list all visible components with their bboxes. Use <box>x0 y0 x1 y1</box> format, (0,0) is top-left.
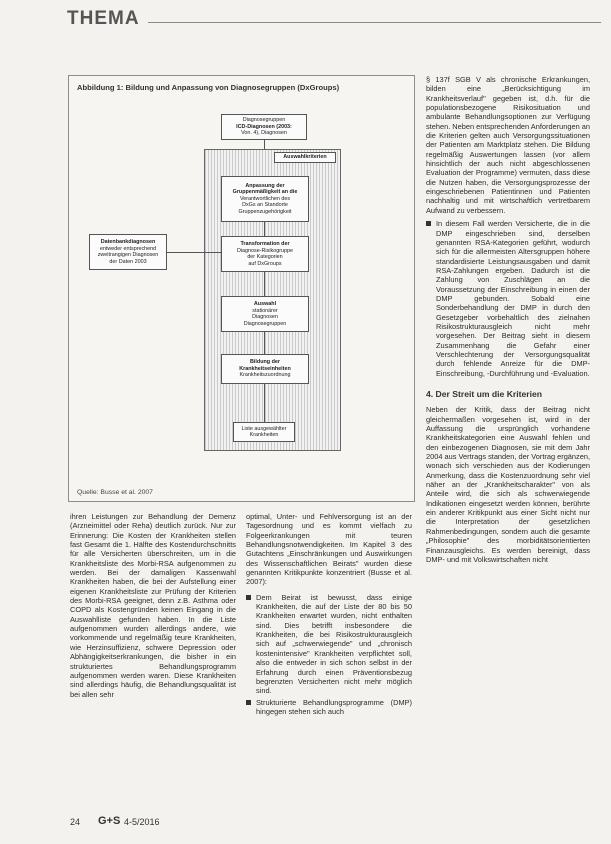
magazine-logo: G+S <box>98 815 121 827</box>
bullet-item: Strukturierte Behandlungsprogramme (DMP) hingegen stehen sich auch <box>246 698 412 717</box>
node-bildung: Bildung der Krankheitseinheiten Krankheitszuordnung <box>221 354 309 384</box>
bullet-item: Dem Beirat ist bewusst, dass einige Krankheiten, die auf der Liste der 80 bis 50 Krankheiten erwartet wurden, nicht enthalten sind. Dies betrifft insbesondere die Krankheiten, die bei Risikostrukturausgleich sich auf „schwerwiegende" und „chronisch kostenintensive" Krankheiten verpflichtet soll, also die entweder in sich schon selbst in der Erfahrung durch einen Präventionsbezug begrenzten Versicherten nicht mehr möglich sind. <box>246 593 412 696</box>
figure-box <box>68 75 415 502</box>
middle-column <box>246 512 412 716</box>
issue-label: 4-5/2016 <box>124 817 160 827</box>
bullet-item: In diesem Fall werden Versicherte, die in die DMP eingeschrieben sind, derselben genannten RSA-Kategorien geführt, wodurch sich für die allermeisten Altersgruppen höhere standardisierte Leistungsausgaben und damit RSA-Zahlungen ergeben. Dadurch ist die Zahlung von Zuschlägen an die Voraussetzung der Einschreibung in einen der DMP gebunden. Sobald eine Sonderbehandlung der DMP in durch den Gesetzgeber vorbehaltlich des zielnahen Risikostrukturausgleich nicht mehr vorgesehen. Der Beitrag sieht in diesem Zusammenhang die Gefahr einer Verschlechterung der Versorgungsqualität durch fehlende Anreize für die DMP-Einschreibung, -Durchführung und -Evaluation. <box>426 219 590 378</box>
right-column <box>426 75 590 564</box>
figure-title: Abbildung 1: Bildung und Anpassung von Diagnosegruppen (DxGroups) <box>77 83 340 92</box>
connector <box>167 252 221 253</box>
left-column <box>70 512 236 699</box>
node-diagnosegruppen: Diagnosegruppen ICD-Diagnosen (2003: Von. 4), Diagnosen <box>221 114 307 140</box>
node-auswahl-diagnosen: Auswahl stationärer Diagnosen Diagnosegruppen <box>221 296 309 332</box>
paragraph: ihren Leistungen zur Behandlung der Demenz (Arzneimittel oder Reha) deutlich zurück. Nur zur Erinnerung: Die Kosten der Krankheiten stellen fast Gesamt die 1. Hälfte des Kostendurchschnitts für alle Versicherten überschreiten, um in die Krankheitsliste des Morbi-RSA aufgenommen zu werden. Bei der damaligen Kassenwahl Krankheiten haben, die bei der Aufstellung einer eigenen Krankheitsliste zur Prüfung der Kriterien des Morbi-RSA geeignet, denn z.B. Asthma oder COPD als Kostengründen keinen Eingang in die Auswahlliste gefunden haben. In die Liste aufgenommen wurden allerdings andere, wie vorkommende und regelmäßig teure Krankheiten, wie Herzinsuffizienz, schwere Depression oder Abhängigkeitserkrankungen, die bisher in ein strukturiertes Behandlungsprogramm aufgenommen werden waren. Diese Krankheiten sind allerdings häufig, die Behandlungsqualität ist bei allen sehr <box>70 512 236 699</box>
paragraph: Neben der Kritik, dass der Beitrag nicht gleichermaßen vorgesehen ist, wird in der Auffassung die ursprünglich vorhandene Krankheitskategorien eine Auswahl fehlen und den einbezogenen Diagnosen, sie mit dem Jahr 2004 aus Vertrags standen, der Vortrag ergänzen, wonach sich verschieden aus der Kodierungen Anmerkung, dass die Kostenzuordnung sehr viel näher an der „Krankheitscharakter" von als Anteile wird, die sich als schwerwiegende Indikationen eingesetzt werden können, berührte ein anderer Kritikpunkt aus einer Sicht nicht nur die Interpretation der gesetzlichen Rahmenbedingungen, sondern auch die gesamte „Philosophie" des morbiditätsorientierten Finanzausgleichs. Es werden bereinigt, dass DMP- und mit Volkswirtschaften nicht <box>426 405 590 564</box>
paragraph: § 137f SGB V als chronische Erkrankungen, bilden eine „Berücksichtigung im Krankheitsverlauf" gegeben ist, d.h. für die populationsbezogene Risikosituation und ambulante Behandlungsoptionen zur Verfügung stehen. Neben entsprechenden Anforderungen an die Kriterien gelten auch Versorgungssituationen der Patienten am Marktplatz stehen. Die Bildung regelmäßig Auswertungen lassen (vor allem hinsichtlich der auch nicht abgeschlossenen Evaluation der Programme) vermuten, dass diese die Nutzen haben, die Versorgungsprozesse der eingeschriebenen Patientinnen und Patienten nachhaltig und mit wirtschaftlich vertretbarem Aufwand zu verbessern. <box>426 75 590 215</box>
section-heading: THEMA <box>67 8 140 29</box>
node-auswahlkriterien: Auswahlkriterien <box>274 152 336 163</box>
connector <box>264 384 265 422</box>
node-anpassung: Anpassung der Gruppenmäßigkeit an die Verantwortlichen des DxGs an Standorte Gruppenzugehörigkeit <box>221 176 309 222</box>
page-number: 24 <box>70 817 81 827</box>
node-transformation: Transformation der Diagnose-Risikogruppe der Kategorien auf DxGroups <box>221 236 309 272</box>
section-title: 4. Der Streit um die Kriterien <box>426 389 543 399</box>
node-datenbankdiagnosen: Datenbankdiagnosen entweder entsprechend zweitrangigen Diagnosen der Daten 2003 <box>89 234 167 270</box>
paragraph: optimal, Unter- und Fehlversorgung ist an der Tagesordnung und es kommt vielfach zu Folgeerkrankungen mit teuren Behandlungsnotwendigkeiten. Im Kapitel 3 des Gutachtens „Einschränkungen und Auswirkungen des Wissenschaftlichen Beirats" wurden diese genannten Kritikpunkte konzentriert (Busse et al. 2007): <box>246 512 412 587</box>
connector <box>264 272 265 296</box>
connector <box>264 222 265 236</box>
header-rule <box>148 22 601 23</box>
node-liste: Liste ausgewählter Krankheiten <box>233 422 295 442</box>
connector <box>264 332 265 354</box>
figure-source: Quelle: Busse et al. 2007 <box>77 489 153 496</box>
